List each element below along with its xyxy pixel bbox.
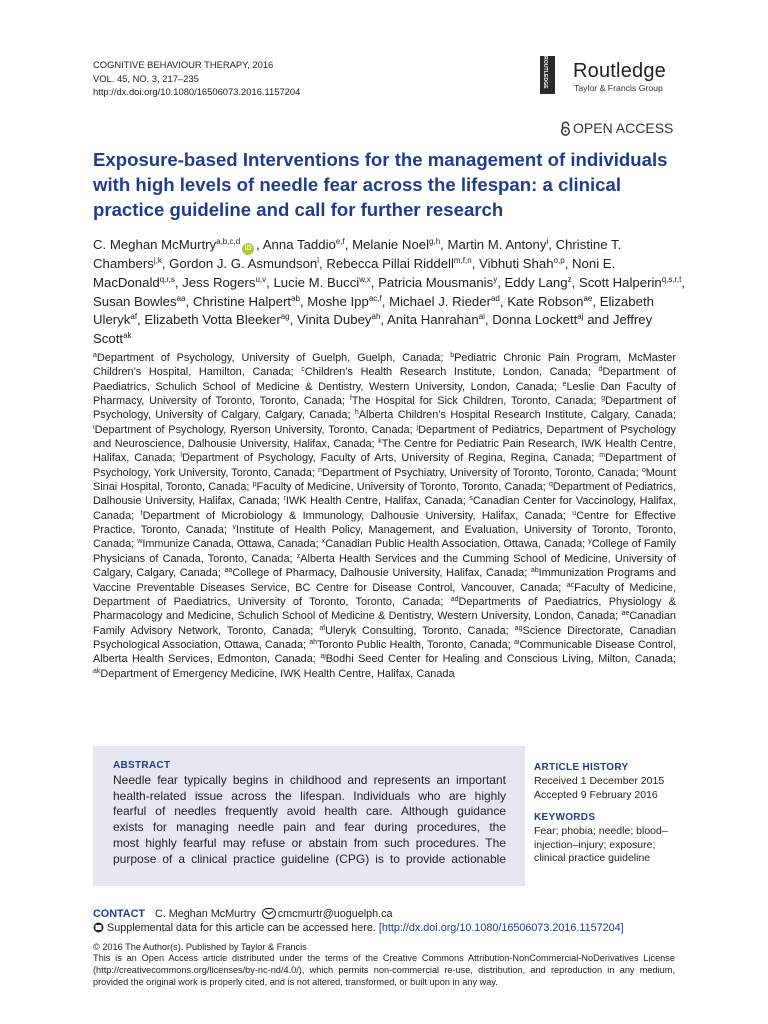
affiliation-text: Department of Psychology, Ryerson University, Toronto, Canada; xyxy=(94,423,413,436)
affiliation-text: Immunize Canada, Ottawa, Canada; xyxy=(142,538,319,551)
affiliation-mark: u xyxy=(572,509,577,517)
affiliation-mark: j xyxy=(416,423,419,431)
author-name: Michael J. Rieder xyxy=(389,293,491,309)
author-affiliation-mark: a,b,c,d xyxy=(216,237,241,246)
author-name: Noni E. MacDonald xyxy=(93,256,616,290)
publisher-spine-text: ROUTLEDGE xyxy=(542,56,548,89)
author-name: Jess Rogers xyxy=(182,274,256,290)
article-history xyxy=(534,774,664,802)
affiliation-mark: h xyxy=(354,409,359,417)
author-list: C. Meghan McMurtry$^{a,b,c,d}$iD , Anna Taddio$^{e,f}$, Melanie Noel$^{g,h}$, Martin M. Antony$^i$, Christine T. Chambers$^{j,k}$, Gordon J. G. Asmundson$^l$, Rebecca Pillai Riddell$^{m,f,n}$, Vibhuti Shah$^{o,p}$, Noni E. MacDonald$^{q,r,s}$, Jess Rogers$^{u,v}$, Lucie M. Bucci$^{w,x}$, Patricia Mousmanis$^y$, Eddy Lang$^z$, Scott Halperin$^{q,s,r,t}$, Susan Bowles$^{aa}$, Christine Halpert$^{ab}$, Moshe Ipp$^{ac,f}$, Michael J. Rieder$^{ad}$, Kate Robson$^{ae}$, Elizabeth Uleryk$^{af}$, Elizabeth Votta Bleeker$^{ag}$, Vinita Dubey$^{ah}$, Anita Hanrahan$^{ai}$, Donna Lockett$^{aj}$ and Jeffrey Scott$^{ak}$ xyxy=(93,237,685,347)
affiliation-text: College of Pharmacy, Dalhousie University, Halifax, Canada; xyxy=(232,567,528,580)
abstract-line: purpose of a clinical practice guideline (CPG) is to provide actionable xyxy=(113,851,506,866)
affiliation-text: Centre for Effective Practice, Toronto, Canada; xyxy=(93,509,677,537)
contact-name: C. Meghan McMurtry xyxy=(154,908,256,920)
affiliation-text: Institute of Health Policy, Management, and Evaluation, University of Toronto, Toronto, Canada; xyxy=(93,524,676,551)
author-and: and xyxy=(583,312,613,328)
affiliation-text: Department of Microbiology & Immunology, Dalhousie University, Halifax, Canada; xyxy=(142,509,566,522)
abstract-line: fearful of needles frequently avoid health care. Although guidance xyxy=(113,804,506,819)
affiliation-mark: s xyxy=(469,495,473,503)
author-affiliation-mark: aj xyxy=(577,312,584,322)
contact-email-link[interactable]: cmcmurtr@uoguelph.ca xyxy=(277,908,393,920)
affiliation-mark: i xyxy=(93,423,95,431)
author-affiliation-mark: ah xyxy=(371,312,381,322)
author-name: Anna Taddio xyxy=(262,237,336,252)
affiliation-mark: e xyxy=(562,380,567,388)
publisher-logo[interactable] xyxy=(540,56,680,96)
affiliation-mark: f xyxy=(349,395,352,403)
contact-label: CONTACT xyxy=(93,908,145,920)
affiliation-text: Children’s Health Research Institute, London, Canada; xyxy=(304,366,591,379)
affiliation-text: College of Family Physicians of Canada, Toronto, Canada; xyxy=(93,538,676,565)
author-name: Moshe Ipp xyxy=(307,293,369,309)
affiliation-mark: d xyxy=(598,366,603,374)
author-affiliation-mark: z xyxy=(567,274,572,284)
affiliation-text: Department of Emergency Medicine, IWK Health Centre, Halifax, Canada xyxy=(100,667,455,680)
affiliation-mark: ad xyxy=(450,595,459,603)
affiliations xyxy=(93,351,676,681)
affiliation-mark: v xyxy=(232,524,237,532)
author-name: Eddy Lang xyxy=(504,274,568,290)
affiliation-text: Department of Psychiatry, University of Toronto, Toronto, Canada; xyxy=(322,466,639,479)
affiliation-text: IWK Health Centre, Halifax, Canada; xyxy=(285,495,466,508)
affiliation-text: The Centre for Pediatric Pain Research, IWK Health Centre, Halifax, Canada; xyxy=(93,438,677,465)
supplemental-link[interactable]: [http://dx.doi.org/10.1080/16506073.2016.1157204] xyxy=(378,922,624,934)
author-name: Donna Lockett xyxy=(492,312,578,328)
author-affiliation-mark: ag xyxy=(280,312,290,322)
author-affiliation-mark: q,r,s xyxy=(159,274,175,284)
affiliation-text: Departments of Paediatrics, Physiology & Pharmacology and Medicine, Schulich School of Medicine & Dentistry, Western University, London, Canada; xyxy=(93,595,676,623)
open-access-label: OPEN ACCESS xyxy=(573,120,674,136)
affiliation-text: Department of Paediatrics, Schulich School of Medicine & Dentistry, Western University, London, Canada; xyxy=(93,366,676,393)
abstract-line: Needle fear typically begins in childhood and represents an important xyxy=(113,773,506,787)
affiliation-text: Pediatric Chronic Pain Program, McMaster Children’s Hospital, Hamilton, Canada; xyxy=(93,352,676,379)
affiliation-mark: w xyxy=(137,538,143,546)
author-name: Rebecca Pillai Riddell xyxy=(326,256,454,271)
journal-doi-link[interactable]: http://dx.doi.org/10.1080/16506073.2016.1157204 xyxy=(93,86,301,97)
affiliation-mark: ag xyxy=(514,624,523,632)
email-icon xyxy=(262,908,276,919)
author-name: Elizabeth Uleryk xyxy=(93,293,654,328)
affiliation-text: Bodhi Seed Center for Healing and Conscious Living, Milton, Canada; xyxy=(325,653,676,666)
affiliation-text: Communicable Disease Control, Alberta Health Services, Edmonton, Canada; xyxy=(93,638,676,666)
affiliation-mark: ae xyxy=(621,610,630,618)
author-affiliation-mark: o,p xyxy=(553,256,565,265)
open-access-badge xyxy=(560,120,673,136)
affiliation-text: Uleryk Consulting, Toronto, Canada; xyxy=(325,624,509,637)
author-name: Kate Robson xyxy=(507,293,584,309)
affiliation-text: Department of Psychology, University of Guelph, Guelph, Canada; xyxy=(96,352,444,364)
author-name: Scott Halperin xyxy=(578,274,662,290)
article-history-heading: ARTICLE HISTORY xyxy=(534,762,629,773)
affiliation-mark: ai xyxy=(513,638,520,646)
author-affiliation-mark: j,k xyxy=(153,256,162,265)
affiliation-mark: k xyxy=(378,438,382,446)
affiliation-text: Department of Pediatrics, Department of Psychology and Neuroscience, Dalhousie University, Halifax, Canada; xyxy=(93,423,676,451)
affiliation-text: Department of Psychology, York University, Toronto, Canada; xyxy=(93,452,676,479)
author-name: Vinita Dubey xyxy=(296,312,372,328)
affiliation-mark: aa xyxy=(224,567,233,575)
author-affiliation-mark: ak xyxy=(123,331,132,341)
author-affiliation-mark: aa xyxy=(176,293,186,303)
affiliation-mark: ak xyxy=(93,667,101,675)
author-affiliation-mark: y xyxy=(493,274,498,284)
journal-info xyxy=(93,58,300,99)
author-name: Lucie M. Bucci xyxy=(273,274,360,290)
affiliation-mark: b xyxy=(450,352,455,359)
author-affiliation-mark: ad xyxy=(490,293,500,303)
affiliation-mark: c xyxy=(301,366,305,374)
affiliation-text: Faculty of Medicine, University of Toronto, Toronto, Canada; xyxy=(256,481,546,494)
author-affiliation-mark: q,s,r,t xyxy=(661,274,682,284)
author-affiliation-mark: e,f xyxy=(335,237,345,246)
author-name: Gordon J. G. Asmundson xyxy=(169,256,318,271)
affiliation-text: Leslie Dan Faculty of Pharmacy, University of Toronto, Toronto, Canada; xyxy=(93,380,676,408)
affiliation-mark: r xyxy=(283,495,286,503)
author-affiliation-mark: m,f,n xyxy=(453,256,472,265)
author-affiliation-mark: l xyxy=(317,256,320,265)
affiliation-text: Science Directorate, Canadian Psychological Association, Ottawa, Canada; xyxy=(93,624,677,651)
author-name: Christine Halpert xyxy=(192,293,292,309)
author-affiliation-mark: g,h xyxy=(429,237,441,246)
affiliation-mark: aj xyxy=(320,653,326,661)
supplemental-data-icon xyxy=(93,922,104,933)
author-affiliation-mark: ac,f xyxy=(368,293,382,303)
affiliation-mark: x xyxy=(321,538,326,546)
abstract-line: exists for managing needle pain and fear during procedures, the xyxy=(113,820,506,835)
journal-name: COGNITIVE BEHAVIOUR THERAPY, 2016 xyxy=(93,59,274,70)
abstract-line: health-related issue across the lifespan. Individuals who are highly xyxy=(113,788,506,803)
author-name: Susan Bowles xyxy=(93,293,177,309)
publisher-name: Routledge xyxy=(573,60,666,82)
author-name: Vibhuti Shah xyxy=(479,256,554,271)
author-affiliation-mark: ab xyxy=(291,293,300,303)
supplemental-text: Supplemental data for this article can be accessed here. xyxy=(107,922,376,934)
affiliation-text: Immunization Programs and Vaccine Preventable Diseases Service, BC Centre for Disease Control, Vancouver, Canada; xyxy=(93,567,677,594)
author-affiliation-mark: ae xyxy=(583,293,593,303)
author-affiliation-mark: ai xyxy=(478,312,485,322)
affiliation-mark: l xyxy=(180,452,182,460)
author-name: Anita Hanrahan xyxy=(387,312,479,328)
affiliation-mark: t xyxy=(140,509,143,517)
author-name: Melanie Noel xyxy=(352,237,430,252)
received-date: Received 1 December 2015 xyxy=(534,775,665,787)
abstract-heading: ABSTRACT xyxy=(113,760,171,771)
affiliation-text: Department of Psychology, Faculty of Arts, University of Regina, Regina, Canada; xyxy=(181,452,595,465)
keywords-heading: KEYWORDS xyxy=(534,812,596,823)
copyright-notice: © 2016 The Author(s). Published by Taylor & Francis xyxy=(93,942,307,952)
affiliation-mark: q xyxy=(548,481,553,489)
author-name: Martin M. Antony xyxy=(447,237,547,252)
author-affiliation-mark: af xyxy=(130,312,138,322)
author-name: Elizabeth Votta Bleeker xyxy=(144,312,281,328)
affiliation-mark: z xyxy=(296,552,301,560)
keywords-text: Fear; phobia; needle; blood–injection–injury; exposure; clinical practice guideline xyxy=(534,825,668,865)
affiliation-mark: g xyxy=(601,395,606,403)
author-name: Patricia Mousmanis xyxy=(378,274,494,290)
author-name: C. Meghan McMurtry xyxy=(93,237,217,252)
affiliation-mark: ac xyxy=(566,581,575,589)
author-name: Christine T. Chambers xyxy=(93,237,622,271)
affiliation-text: Department of Psychology, University of Calgary, Calgary, Canada; xyxy=(93,395,676,422)
article-title: Exposure-based Interventions for the management of individuals with high levels of needle fear across the lifespan: a clinical practice guideline and call for further research xyxy=(93,149,668,220)
affiliation-mark: y xyxy=(588,538,592,546)
affiliation-text: The Hospital for Sick Children, Toronto, Canada; xyxy=(351,395,597,408)
author-name: Jeffrey Scott xyxy=(93,312,653,347)
author-affiliation-mark: i xyxy=(546,237,549,246)
affiliation-text: Canadian Family Advisory Network, Toronto, Canada; xyxy=(93,610,676,637)
affiliation-mark: ah xyxy=(309,638,318,646)
journal-volume: VOL. 45, NO. 3, 217–235 xyxy=(93,72,199,84)
author-affiliation-mark: w,x xyxy=(359,274,371,284)
affiliation-mark: p xyxy=(252,481,257,489)
contact-line xyxy=(93,908,393,920)
license-text: This is an Open Access article distributed under the terms of the Creative Commons Attribution-NonCommercial-NoDerivatives License (http://creativecommons.org/licenses/by-nc-nd/4.0/), which permits non-commercial re-use, distribution, and reproduction in any medium, provided the original work is properly cited, and is not altered, transformed, or built upon in any way. xyxy=(93,953,675,987)
affiliation-mark: m xyxy=(599,452,606,460)
orcid-icon[interactable]: iD xyxy=(242,243,254,255)
affiliation-text: Mount Sinai Hospital, Toronto, Canada; xyxy=(93,466,677,494)
accepted-date: Accepted 9 February 2016 xyxy=(534,789,658,802)
affiliation-text: Faculty of Medicine, Department of Paediatrics, University of Toronto, Toronto, Canada; xyxy=(93,581,677,608)
affiliation-mark: a xyxy=(93,352,97,359)
open-lock-icon xyxy=(560,121,571,136)
affiliation-mark: o xyxy=(641,466,646,474)
publisher-group: Taylor & Francis Group xyxy=(574,83,663,93)
author-affiliation-mark: u,v xyxy=(255,274,267,284)
affiliation-text: Alberta Health Services and the Cumming School of Medicine, University of Calgary, Calgary, Canada; xyxy=(93,552,677,580)
affiliation-mark: af xyxy=(319,624,326,632)
affiliation-mark: ab xyxy=(530,567,539,575)
affiliation-text: Toronto Public Health, Toronto, Canada; xyxy=(317,638,511,651)
affiliation-text: Canadian Public Health Association, Ottawa, Canada; xyxy=(325,538,586,551)
affiliation-text: Alberta Children’s Hospital Research Institute, Calgary, Canada; xyxy=(358,409,676,422)
supplemental-line xyxy=(93,922,624,934)
abstract-text xyxy=(113,773,506,867)
affiliation-text: Canadian Center for Vaccinology, Halifax, Canada; xyxy=(93,495,676,522)
abstract-line: most highly fearful may refuse or abstain from such procedures. The xyxy=(113,835,506,850)
affiliation-mark: n xyxy=(318,466,323,474)
affiliation-text: Department of Pediatrics, Dalhousie University, Halifax, Canada; xyxy=(93,481,677,508)
routledge-logo-icon xyxy=(540,56,555,94)
